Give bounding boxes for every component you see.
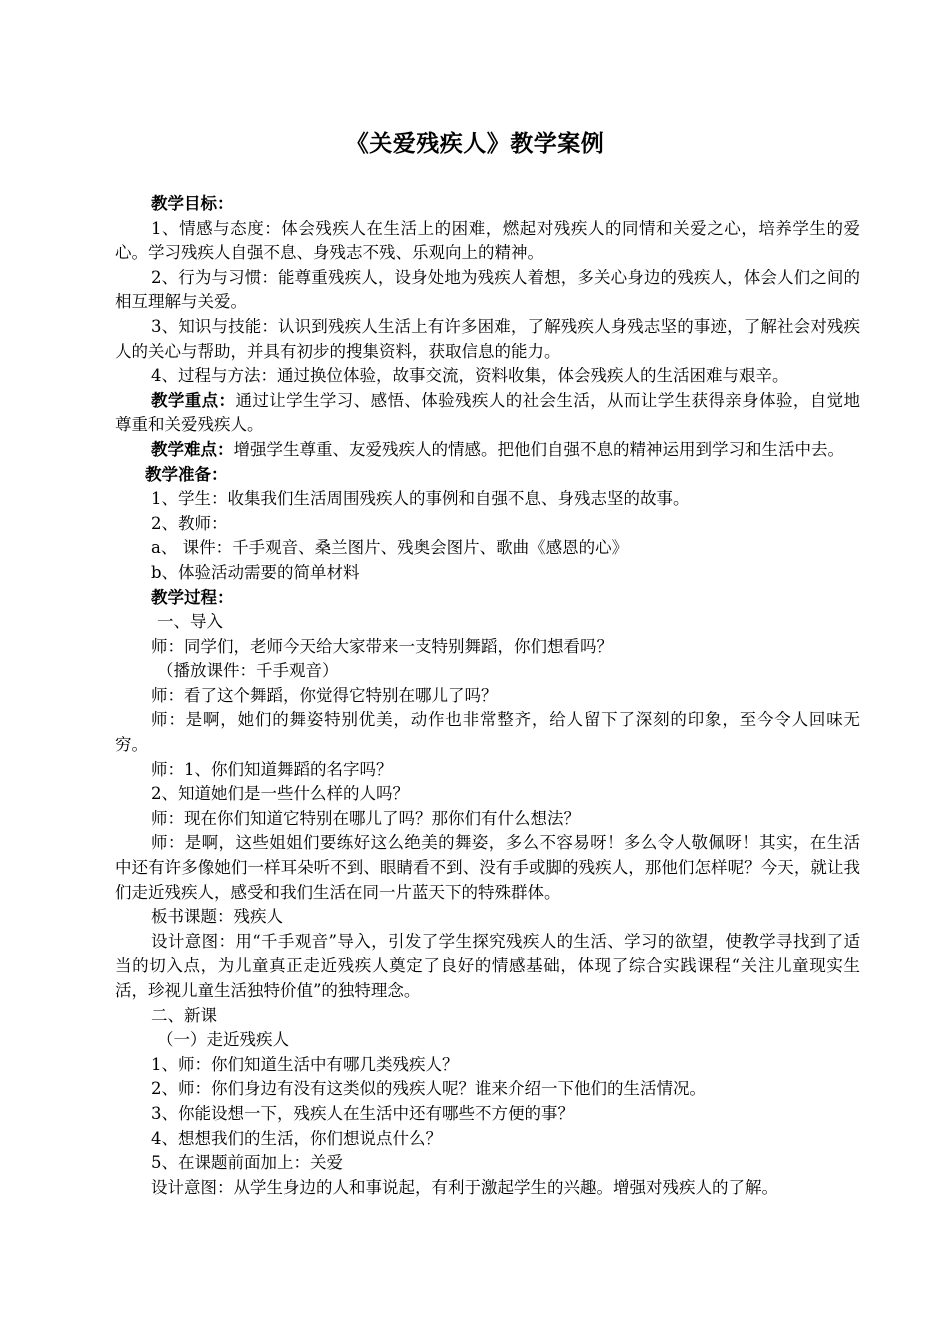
prep-item-4: b、体验活动需要的简单材料	[151, 562, 360, 582]
key-point-text: 通过让学生学习、感悟、体验残疾人的社会生活，从而让学生获得亲身体验，自觉地尊重和关爱残疾人。	[115, 390, 861, 435]
prep-item-2: 2、教师：	[151, 513, 228, 533]
document-title: 《关爱残疾人》教学案例	[345, 130, 605, 157]
process-line-8: 师：是啊，这些姐姐们要练好这么绝美的舞姿，多么不容易呀！多么令人敬佩呀！其实，在生活中还有许多像她们一样耳朵听不到、眼睛看不到、没有手或脚的残疾人，那他们怎样呢？今天，就让我们走近残疾人，感受和我们生活在同一片蓝天下的特殊群体。	[115, 833, 860, 902]
process-line-4: 师：是啊，她们的舞姿特别优美，动作也非常整齐，给人留下了深刻的印象，至今令人回味无穷。	[115, 710, 860, 755]
goal-2: 2、行为与习惯：能尊重残疾人，设身处地为残疾人着想，多关心身边的残疾人，体会人们之间的相互理解与关爱。	[115, 267, 860, 312]
goal-1: 1、情感与态度：体会残疾人在生活上的困难，燃起对残疾人的同情和关爱之心，培养学生的爱心。学习残疾人自强不息、身残志不残、乐观向上的精神。	[115, 218, 860, 263]
process-line-3: 师：看了这个舞蹈，你觉得它特别在哪儿了吗？	[151, 685, 498, 705]
question-1: 1、师：你们知道生活中有哪几类残疾人？	[151, 1054, 459, 1074]
process-line-7: 师：现在你们知道它特别在哪儿了吗？那你们有什么想法？	[151, 808, 580, 828]
process-line-5: 师：1、你们知道舞蹈的名字吗？	[151, 759, 393, 779]
process-line-6: 2、知道她们是一些什么样的人吗？	[151, 784, 409, 804]
difficulty-paragraph	[115, 438, 860, 463]
goals-heading: 教学目标：	[151, 194, 234, 213]
design-intent-2: 设计意图：从学生身边的人和事说起，有利于激起学生的兴趣。增强对残疾人的了解。	[151, 1177, 778, 1197]
question-3: 3、你能设想一下，残疾人在生活中还有哪些不方便的事？	[151, 1103, 574, 1123]
section-new-lesson: 二、新课	[151, 1005, 217, 1025]
question-2: 2、师：你们身边有没有这类似的残疾人呢？谁来介绍一下他们的生活情况。	[151, 1079, 706, 1099]
key-point-paragraph	[115, 389, 860, 438]
subsection-approach: （一）走近残疾人	[157, 1030, 289, 1050]
question-5: 5、在课题前面加上：关爱	[151, 1153, 343, 1173]
design-intent-1: 设计意图：用“千手观音”导入，引发了学生探究残疾人的生活、学习的欲望，使教学寻找到了适当的切入点，为儿童真正走近残疾人奠定了良好的情感基础，体现了综合实践课程“关注儿童现实生活，珍视儿童生活独特价值”的独特理念。	[115, 931, 860, 1000]
goal-3: 3、知识与技能：认识到残疾人生活上有许多困难，了解残疾人身残志坚的事迹，了解社会对残疾人的关心与帮助，并具有初步的搜集资料，获取信息的能力。	[115, 316, 860, 361]
process-line-2: （播放课件：千手观音）	[157, 661, 339, 681]
key-point-label: 教学重点：	[151, 390, 236, 410]
difficulty-label: 教学难点：	[151, 439, 234, 459]
question-4: 4、想想我们的生活，你们想说点什么？	[151, 1128, 442, 1148]
process-heading: 教学过程：	[151, 587, 234, 607]
prep-item-1: 1、学生：收集我们生活周围残疾人的事例和自强不息、身残志坚的故事。	[151, 489, 690, 509]
prep-heading: 教学准备：	[145, 464, 228, 484]
document-body	[115, 192, 860, 1200]
goal-4: 4、过程与方法：通过换位体验，故事交流，资料收集，体会残疾人的生活困难与艰辛。	[151, 366, 789, 386]
process-line-9: 板书课题：残疾人	[151, 907, 283, 927]
prep-item-3: a、 课件：千手观音、桑兰图片、残奥会图片、歌曲《感恩的心》	[151, 538, 629, 558]
process-line-1: 师：同学们，老师今天给大家带来一支特别舞蹈，你们想看吗？	[151, 636, 613, 656]
difficulty-text: 增强学生尊重、友爱残疾人的情感。把他们自强不息的精神运用到学习和生活中去。	[233, 439, 844, 459]
section-intro: 一、导入	[157, 612, 223, 632]
